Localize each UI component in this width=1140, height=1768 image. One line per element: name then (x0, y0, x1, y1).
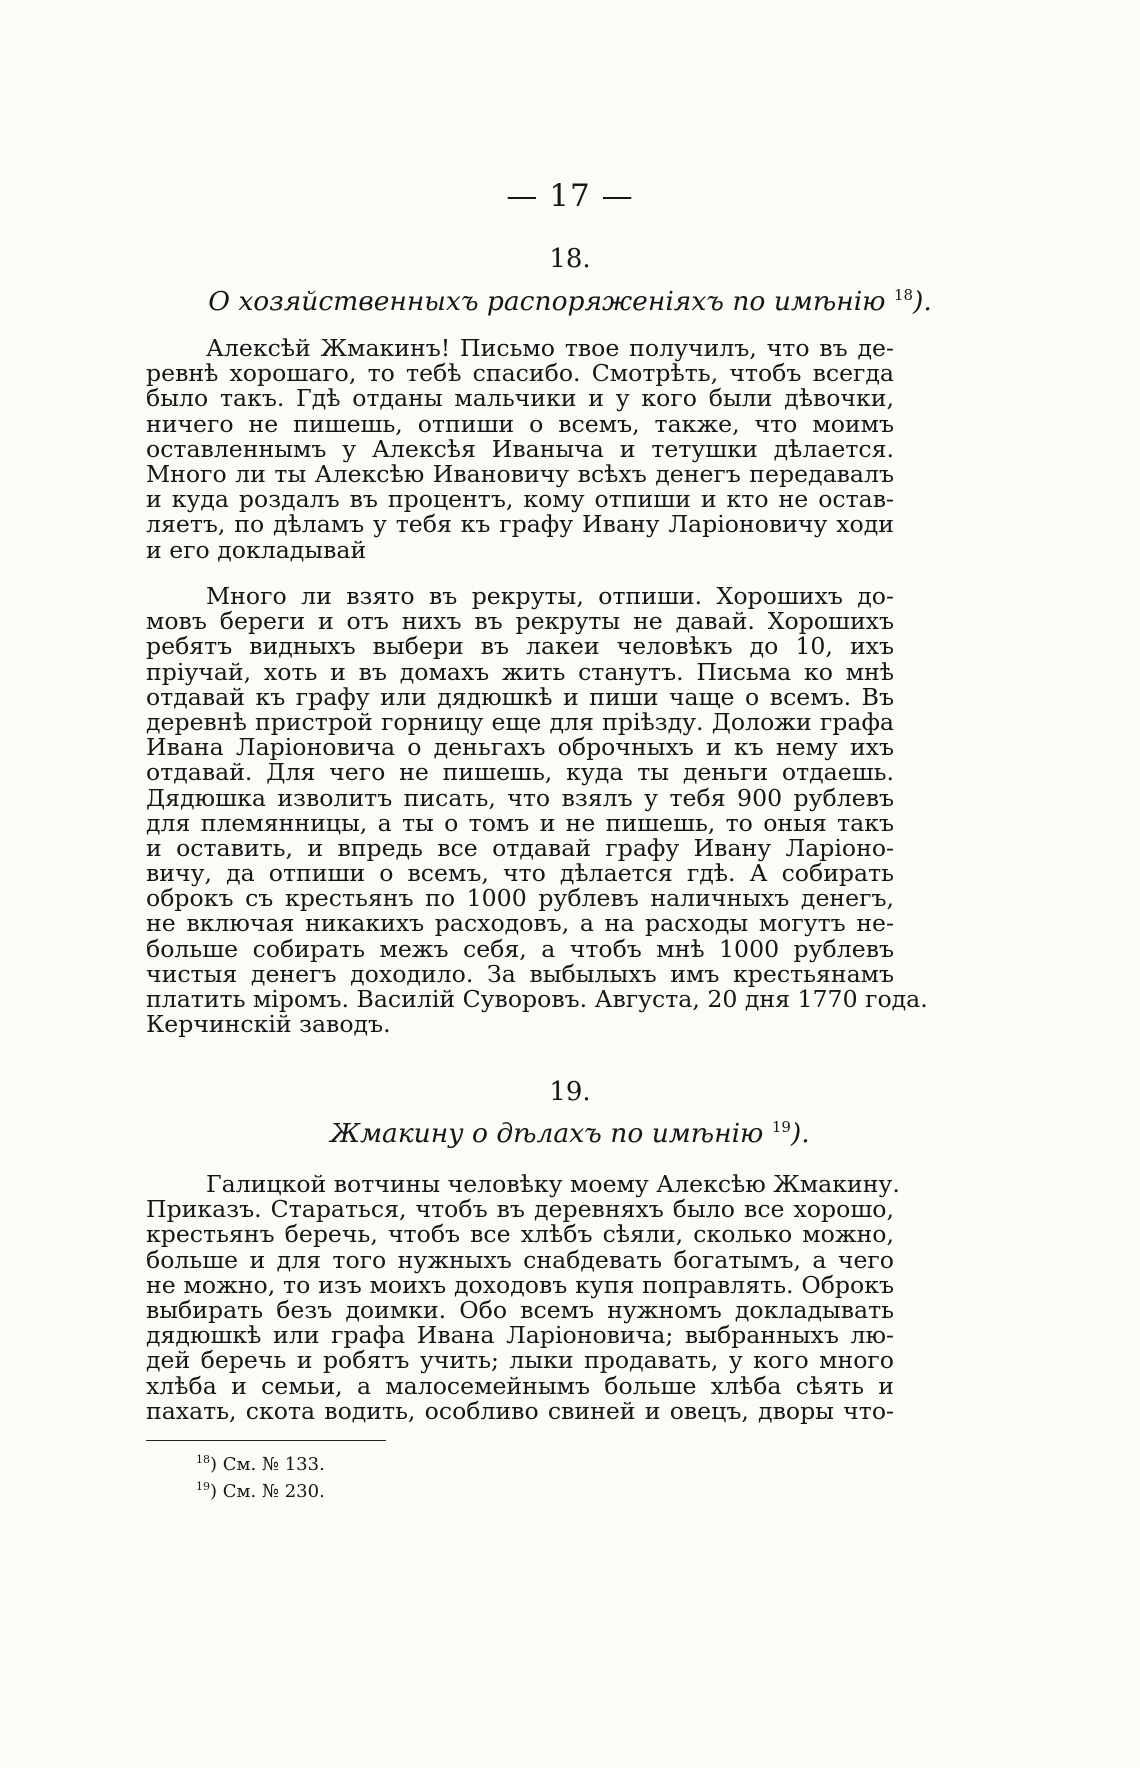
text-line: Керчинскiй заводъ. (146, 1010, 391, 1039)
text-line: Приказъ. Стараться, чтобъ въ деревняхъ было все хорошо, (146, 1195, 894, 1224)
letter-number-19: 19. (549, 1077, 591, 1107)
footnote-ref: 19 (771, 1118, 791, 1137)
text-line: деревнѣ пристрой горницу еще для прiѣзду. Доложи графа (146, 707, 894, 736)
text-line: Дядюшка изволитъ писать, что взялъ у тебя 900 рублевъ (146, 783, 894, 812)
letter-title-text: Жмакину о дѣлахъ по имѣнiю (330, 1118, 764, 1149)
footnote: $^{18}$) См. № 133. (196, 1453, 325, 1475)
letter-title-text: О хозяйственныхъ распоряженiяхъ по имѣнiю (208, 286, 886, 317)
text-line: пахать, скота водить, особливо свиней и овецъ, дворы что- (146, 1396, 894, 1425)
text-line: ребятъ видныхъ выбери въ лакеи человѣкъ до 10, ихъ (146, 632, 894, 661)
text-line: и оставить, и впредь все отдавай графу Ивану Ларiоно- (146, 833, 894, 862)
footnote: $^{19}$) См. № 230. (196, 1480, 325, 1502)
text-line: дей беречь и робятъ учить; лыки продавать, у кого много (146, 1346, 894, 1375)
text-line: дядюшкѣ или графа Ивана Ларiоновича; выбранныхъ лю- (146, 1321, 894, 1350)
text-line: Галицкой вотчины человѣку моему Алексѣю Жмакину. (206, 1170, 900, 1198)
paragraph (146, 336, 894, 563)
text-line: было такъ. Гдѣ отданы мальчики и у кого были дѣвочки, (146, 384, 894, 413)
text-line: оброкъ съ крестьянъ по 1000 рублевъ наличныхъ денегъ, (146, 884, 894, 913)
text-line: платить мiромъ. Василiй Суворовъ. Августа, 20 дня 1770 года. (146, 985, 928, 1013)
text-line: мовъ береги и отъ нихъ въ рекруты не давай. Хорошихъ (146, 607, 894, 636)
footnote-text: См. № 133. (222, 1454, 325, 1475)
text-line: оставленнымъ у Алексѣя Иваныча и тетушки дѣлается. (146, 434, 894, 463)
text-line: больше собирать межъ себя, а чтобъ мнѣ 1000 рублевъ (146, 934, 894, 963)
text-line: не можно, то изъ моихъ доходовъ купя поправлять. Оброкъ (146, 1270, 894, 1299)
text-line: и куда роздалъ въ процентъ, кому отпиши и кто не остав- (146, 485, 894, 514)
text-line: Ивана Ларiоновича о деньгахъ оброчныхъ и къ нему ихъ (146, 733, 894, 762)
text-line: отдавай къ графу или дядюшкѣ и пиши чаще о всемъ. Въ (146, 682, 894, 711)
text-line: крестьянъ беречь, чтобъ все хлѣбъ сѣяли, сколько можно, (146, 1220, 894, 1249)
footnote-mark: 18 (196, 1453, 210, 1466)
paragraph (146, 1170, 900, 1425)
footnote-mark: 19 (196, 1480, 210, 1493)
text-line: и его докладывай (146, 535, 367, 564)
letter-number-18: 18. (549, 244, 591, 274)
letter-title-19: Жмакину о дѣлахъ по имѣнiю $^{19}$). (330, 1118, 810, 1149)
text-line: Алексѣй Жмакинъ! Письмо твое получилъ, что въ де- (206, 334, 894, 362)
text-line: чистыя денегъ доходило. За выбылыхъ имъ крестьянамъ (146, 959, 894, 988)
page-number: — 17 — (506, 178, 634, 214)
text-line: Много ли взято въ рекруты, отпиши. Хорошихъ до- (206, 582, 894, 610)
text-line: вичу, да отпиши о всемъ, что дѣлается гдѣ. А собирать (146, 859, 894, 888)
text-line: отдавай. Для чего не пишешь, куда ты деньги отдаешь. (146, 758, 894, 787)
paragraph (146, 582, 928, 1039)
text-line: не включая никакихъ расходовъ, а на расходы могутъ не- (146, 909, 894, 938)
text-line: прiучай, хоть и въ домахъ жить станутъ. Письма ко мнѣ (146, 657, 894, 686)
text-line: больше и для того нужныхъ снабдевать богатымъ, а чего (146, 1245, 894, 1274)
footnote-ref: 18 (893, 286, 914, 305)
letter-title-18: О хозяйственныхъ распоряженiяхъ по имѣнiю $^{18}$). (208, 286, 932, 317)
text-line: ничего не пишешь, отпиши о всемъ, также, что моимъ (146, 409, 894, 438)
text-line: ревнѣ хорошаго, то тебѣ спасибо. Смотрѣть, чтобъ всегда (146, 359, 894, 388)
text-line: ляетъ, по дѣламъ у тебя къ графу Ивану Ларiоновичу ходи (146, 510, 894, 539)
text-line: Много ли ты Алексѣю Ивановичу всѣхъ денегъ передавалъ (146, 459, 894, 488)
text-line: хлѣба и семьи, а малосемейнымъ больше хлѣба сѣять и (146, 1371, 894, 1400)
text-line: для племянницы, а ты о томъ и не пишешь, то оныя такъ (146, 808, 894, 837)
text-line: выбирать безъ доимки. Обо всемъ нужномъ докладывать (146, 1295, 894, 1324)
footnote-text: См. № 230. (222, 1481, 325, 1502)
footnote-divider (146, 1440, 386, 1441)
